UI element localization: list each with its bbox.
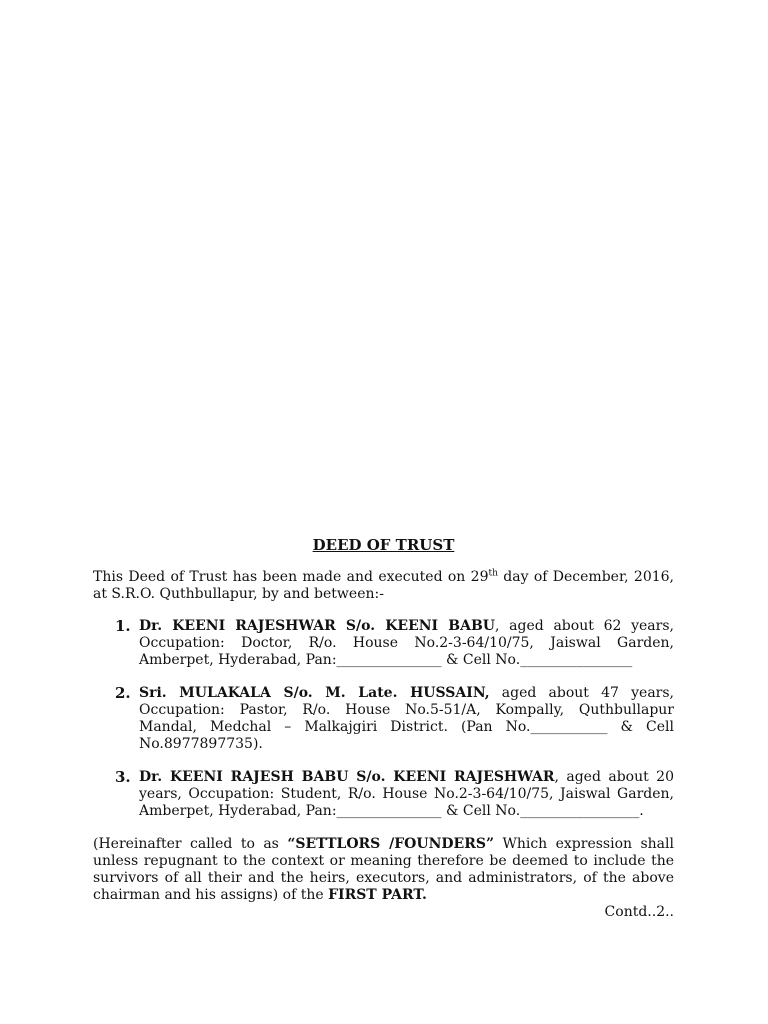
intro-text-start: This Deed of Trust has been made and executed on 29 [93, 569, 489, 585]
party-name: Dr. KEENI RAJESH BABU S/o. KEENI RAJESHWAR [139, 769, 555, 785]
party-details: , aged about 20 years, Occupation: Student, R/o. House No.2-3-64/10/75, Jaiswal Garden, Amberpet, Hyderabad, Pan:_______________ & Cell No._________________. [139, 769, 674, 819]
party-number: 3. [115, 768, 131, 786]
first-part-label: FIRST PART. [328, 887, 427, 903]
closing-text-middle: Which expression shall unless repugnant to the context or meaning therefore be deemed to include the survivors of all their and the heirs, executors, and administrators, of the above chairman and his assigns) of the [93, 836, 674, 903]
party-details: , aged about 62 years, Occupation: Doctor, R/o. House No.2-3-64/10/75, Jaiswal Garden, Amberpet, Hyderabad, Pan:_______________ & Cell No.________________ [139, 618, 674, 668]
document-page [93, 535, 674, 921]
parties-list [93, 618, 674, 820]
intro-date-suffix: th [488, 568, 498, 579]
party-name: Sri. MULAKALA S/o. M. Late. HUSSAIN, [139, 685, 490, 701]
intro-paragraph [93, 569, 674, 603]
document-title: DEED OF TRUST [312, 536, 455, 554]
party-number: 1. [115, 617, 131, 635]
continued-marker: Contd..2.. [604, 904, 674, 920]
party-item [93, 685, 674, 753]
party-number: 2. [115, 684, 131, 702]
closing-text-start: (Hereinafter called to as [93, 836, 288, 852]
party-details: aged about 47 years, Occupation: Pastor, R/o. House No.5-51/A, Kompally, Quthbullapur Mandal, Medchal – Malkajgiri District. (Pan No.___________ & Cell No.8977897735). [139, 685, 675, 752]
settlors-label: “SETTLORS /FOUNDERS” [287, 836, 494, 852]
party-item [93, 618, 674, 669]
party-name: Dr. KEENI RAJESHWAR S/o. KEENI BABU [139, 618, 495, 634]
party-item [93, 769, 674, 820]
intro-text-end: day of December, 2016, at S.R.O. Quthbullapur, by and between:- [93, 569, 674, 602]
closing-paragraph [93, 836, 674, 904]
